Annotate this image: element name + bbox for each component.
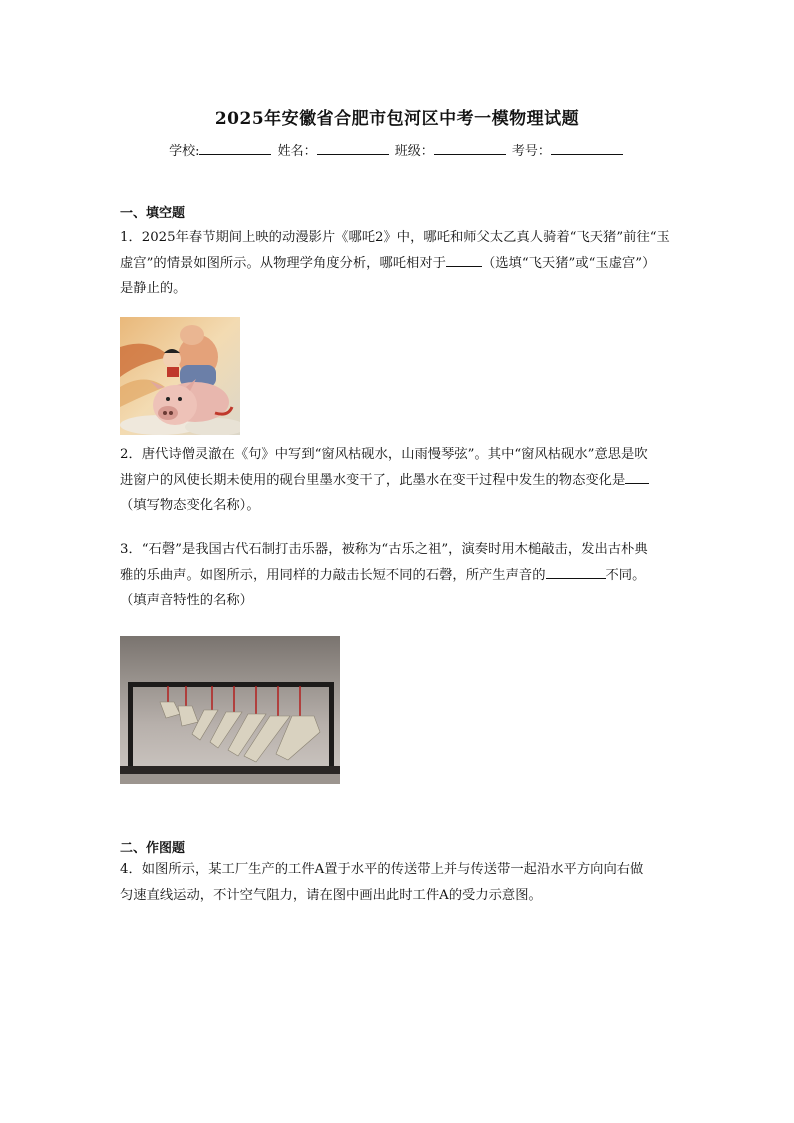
exam-no-label: 考号： bbox=[511, 144, 551, 159]
question-1-line-2: 虚宫”的情景如图所示。从物理学角度分析，哪吒相对于 （选填“飞天猪”或“玉虚宫”） bbox=[120, 251, 680, 277]
question-4-line-1: 4．如图所示，某工厂生产的工件A置于水平的传送带上并与传送带一起沿水平方向向右做 bbox=[120, 862, 644, 877]
school-label: 学校: bbox=[169, 144, 200, 159]
class-label: 班级： bbox=[394, 144, 434, 159]
class-blank[interactable] bbox=[434, 142, 506, 155]
page-title: 2025年安徽省合肥市包河区中考一模物理试题 bbox=[214, 109, 580, 129]
question-2-line-1: 2．唐代诗僧灵澈在《句》中写到“窗风枯砚水，山雨慢琴弦”。其中“窗风枯砚水”意思是吹 bbox=[120, 447, 648, 462]
question-3-line-2: 雅的乐曲声。如图所示，用同样的力敲击长短不同的石磬，所产生声音的 不同。 bbox=[120, 563, 680, 589]
school-blank[interactable] bbox=[199, 142, 271, 155]
name-blank[interactable] bbox=[317, 142, 389, 155]
stone-chimes-image bbox=[120, 636, 340, 784]
exam-no-blank[interactable] bbox=[551, 142, 623, 155]
section-drawing: 二、作图题 bbox=[120, 841, 186, 856]
question-3 bbox=[120, 537, 680, 614]
section-fill-blank: 一、填空题 bbox=[120, 206, 186, 221]
question-1-answer-blank[interactable] bbox=[446, 253, 482, 267]
question-3-line-1: 3．“石磬”是我国古代石制打击乐器，被称为“古乐之祖”，演奏时用木槌敲击，发出古朴典 bbox=[120, 542, 648, 557]
question-2-line-2: 进窗户的风使长期未使用的砚台里墨水变干了，此墨水在变干过程中发生的物态变化是 bbox=[120, 468, 680, 494]
question-3-answer-blank[interactable] bbox=[546, 565, 606, 579]
question-2-answer-blank[interactable] bbox=[625, 470, 649, 484]
question-4 bbox=[120, 857, 680, 908]
question-2-line-3: （填写物态变化名称）。 bbox=[120, 498, 260, 513]
question-1-line-1: 1．2025年春节期间上映的动漫影片《哪吒2》中，哪吒和师父太乙真人骑着“飞天猪”前往“玉 bbox=[120, 230, 670, 245]
nezha-flying-pig-image bbox=[120, 317, 240, 435]
name-label: 姓名： bbox=[277, 144, 317, 159]
question-2 bbox=[120, 442, 680, 519]
question-1-line-3: 是静止的。 bbox=[120, 281, 187, 296]
question-1 bbox=[120, 225, 680, 302]
student-info-line bbox=[0, 140, 794, 159]
question-4-line-2: 匀速直线运动，不计空气阻力，请在图中画出此时工件A的受力示意图。 bbox=[120, 887, 542, 903]
question-3-line-3: （填声音特性的名称） bbox=[120, 593, 253, 608]
